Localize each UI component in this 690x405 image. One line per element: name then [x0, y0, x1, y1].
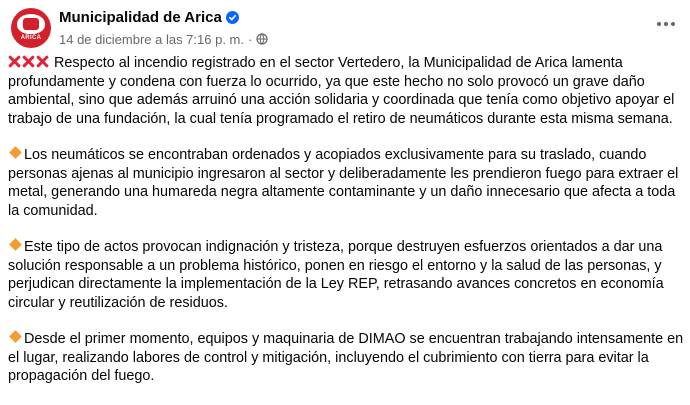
- globe-icon[interactable]: [256, 33, 268, 45]
- paragraph-text: Desde el primer momento, equipos y maquinaria de DIMAO se encuentran trabajando intensamente en el lugar, realizando labores de control y mitigación, incluyendo el cubrimiento con tierra para evitar la propagación del fuego.: [8, 331, 684, 384]
- post-timestamp-link[interactable]: 14 de diciembre a las 7:16 p. m.: [59, 31, 244, 47]
- page-name-row: [59, 8, 268, 27]
- post-meta: [59, 30, 268, 48]
- orange-diamond-icon: [9, 238, 22, 251]
- page-name-link[interactable]: Municipalidad de Arica: [59, 9, 222, 26]
- page-avatar[interactable]: [11, 8, 51, 48]
- more-options-button[interactable]: [652, 12, 680, 36]
- verified-badge-icon: [226, 11, 239, 24]
- post-paragraph-2: [8, 146, 684, 220]
- more-options-icon: [656, 21, 676, 27]
- orange-diamond-icon: [9, 146, 22, 159]
- post-paragraph-4: [8, 330, 684, 386]
- meta-separator: ·: [248, 31, 253, 47]
- post-header: [59, 8, 268, 48]
- avatar-logo-text: ARICA: [20, 34, 42, 41]
- post-paragraph-1: [8, 54, 684, 128]
- paragraph-text: Los neumáticos se encontraban ordenados y acopiados exclusivamente para su traslado, cuando personas ajenas al municipio ingresaron al sector y deliberadamente les prendieron fuego para extraer el metal, generando una humareda negra altamente contaminante y un daño innecesario que afecta a toda la comunidad.: [8, 147, 679, 219]
- cross-mark-icon: [8, 55, 50, 71]
- post-body: [8, 54, 684, 386]
- paragraph-text: Respecto al incendio registrado en el sector Vertedero, la Municipalidad de Arica lamenta profundamente y condena con fuerza lo ocurrido, ya que este hecho no solo provocó un grave daño ambiental, sino que además arruinó una acción solidaria y coordinada que tenía como objetivo apoyar el trabajo de una fundación, la cual tenía programado el retiro de neumáticos durante esta misma semana.: [8, 55, 675, 127]
- post-paragraph-3: [8, 238, 684, 312]
- orange-diamond-icon: [9, 330, 22, 343]
- paragraph-text: Este tipo de actos provocan indignación y tristeza, porque destruyen esfuerzos orientados a dar una solución responsable a un problema histórico, ponen en riesgo el entorno y la salud de las personas, y perjudican directamente la implementación de la Ley REP, retrasando avances concretos en economía circular y reutilización de residuos.: [8, 239, 664, 311]
- shield-logo-icon: [17, 14, 45, 34]
